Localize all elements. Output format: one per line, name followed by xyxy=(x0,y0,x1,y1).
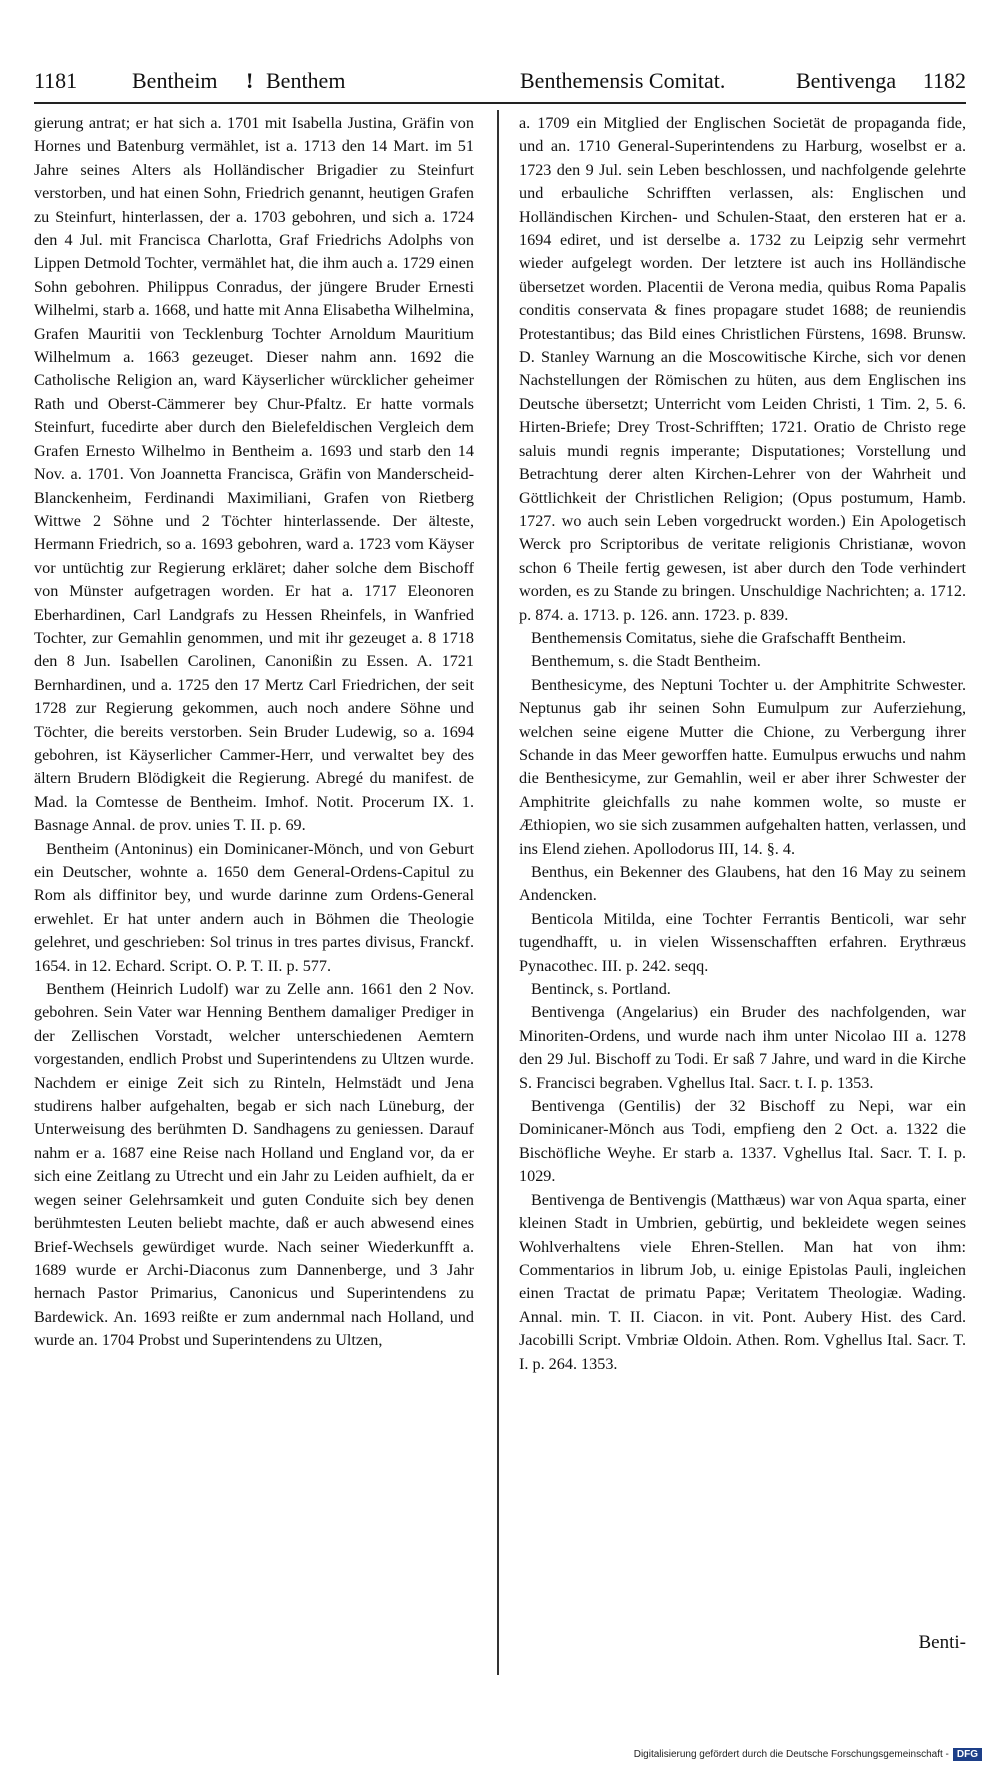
header-right-title: Benthemensis Comitat. xyxy=(520,68,726,93)
paragraph: gierung antrat; er hat sich a. 1701 mit Isabella Justina, Gräfin von Hornes und Batenburg vermählet, ist a. 1713 den 14 Mart. im 51 Jahre seines Alters als Holländischer Brigadier zu Steinfurt verstorben, und hat einen Sohn, Friedrich genannt, heutigen Grafen zu Steinfurt, hinterlassen, der a. 1703 gebohren, und sich a. 1724 den 4 Jul. mit Francisca Charlotta, Graf Friedrichs Adolphs von Lippen Detmold Tochter, vermählet hat, die ihm auch a. 1729 einen Sohn gebohren. Philippus Conradus, der jüngere Bruder Ernesti Wilhelmi, starb a. 1668, und hatte mit Anna Elisabetha Wilhelmina, Grafen Mauritii von Tecklenburg Tochter Arnoldum Mauritium Wilhelmum a. 1663 gezeuget. Dieser nahm ann. 1692 die Catholische Religion an, ward Käyserlicher würcklicher geheimer Rath und Oberst-Cämmerer bey Chur-Pfaltz. Er hatte vormals Steinfurt, fucedirte aber durch den Bielefeldischen Vergleich dem Grafen Ernesto Wilhelmo in Bentheim a. 1693 und starb den 14 Nov. a. 1701. Von Joannetta Francisca, Gräfin von Manderscheid-Blanckenheim, Ferdinandi Maximiliani, Grafen von Rietberg Wittwe 2 Söhne und 2 Töchter hinterlassende. Der älteste, Hermann Friedrich, so a. 1693 gebohren, ward a. 1723 vom Käyser vor untüchtig zur Regierung erkläret; daher solche dem Bischoff von Münster aufgetragen worden. Er hat a. 1717 Eleonoren Eberhardinen, Carl Landgrafs zu Hessen Rheinfels, in Wanfried Tochter, zur Gemahlin genommen, und mit ihr gezeuget a. 8 1718 den 8 Jun. Isabellen Carolinen, Canonißin zu Essen. A. 1721 Bernhardinen, und a. 1725 den 17 Mertz Carl Friedrichen, der seit 1728 zur Regierung gekommen, auch noch andere Söhne und Töchter, die bereits verstorben. Sein Bruder Ludewig, so a. 1694 gebohren, ist Käyserlicher Cammer-Herr, und verwaltet bey des ältern Brudern Blödigkeit die Regierung. Abregé du manifest. de Mad. la Comtesse de Bentheim. Imhof. Notit. Procerum IX. 1. Basnage Annal. de prov. unies T. II. p. 69. xyxy=(34,114,474,835)
page-number-right: 1182 xyxy=(922,68,966,93)
page-number-left: 1181 xyxy=(34,68,78,93)
entry-bentinck: Bentinck, s. Portland. xyxy=(531,980,671,999)
running-header xyxy=(34,62,966,104)
digitization-credit xyxy=(634,1748,982,1761)
entry-benthemensis-comitatus: Benthemensis Comitatus, siehe die Grafschafft Bentheim. xyxy=(531,628,907,647)
book-page xyxy=(34,62,966,1682)
entry-bentivenga-gentilis: Bentivenga (Gentilis) der 32 Bischoff zu Nepi, war ein Dominicaner-Mönch aus Todi, empfieng den 2 Oct. a. 1322 die Bischöfliche Weyhe. Er starb a. 1337. Vghellus Ital. Sacr. T. I. p. 1029. xyxy=(519,1097,966,1186)
catchword: Benti- xyxy=(918,1632,966,1653)
paragraph: a. 1709 ein Mitglied der Englischen Societät de propaganda fide, und an. 1710 General-Superintendens zu Harburg, woselbst er a. 1723 den 9 Jul. sein Leben beschlossen, und nachfolgende gelehrte und erbauliche Schrifften verlassen, als: Englischen und Holländischen Kirchen- und Schulen-Staat, den ersteren hat er a. 1694 ediret, und ist derselbe a. 1732 zu Leipzig sehr vermehrt wieder aufgelegt worden. Der letztere ist auch ins Holländische übersetzet worden. Placentii de Verona media, quibus Roma Papalis conditis conservata & fines propagare studet 1688; de reuniendis Protestantibus; das Bild eines Christlichen Fürstens, 1698. Brunsw. D. Stanley Warnung an die Moscowitische Kirche, sich vor denen Nachstellungen der Römischen zu hüten, aus dem Englischen ins Deutsche übersetzt; Unterricht vom Leiden Christi, 1 Tim. 2, 5. 6. Hirten-Briefe; Drey Trost-Schrifften; 1721. Oratio de Christo rege saluis mundi regnis imperante; Disputationes; Vorstellung und Betrachtung derer alten Kirchen-Lehrer von der Wahrheit und Göttlichkeit der Christlichen Religion; (Opus postumum, Hamb. 1727. wo auch sein Leben vorgedruckt worden.) Ein Apologetisch Werck pro Scriptoribus de veritate religionis Christianæ, wovon schon 6 Theile fertig gewesen, ist aber durch den Tode verhindert worden, es zu Stande zu bringen. Unschuldige Nachrichten; a. 1712. p. 874. a. 1713. p. 126. ann. 1723. p. 839. xyxy=(519,114,966,624)
header-left-title: Bentheim xyxy=(132,68,218,93)
entry-benthus: Benthus, ein Bekenner des Glaubens, hat den 16 May zu seinem Andencken. xyxy=(519,863,966,905)
dfg-logo: DFG xyxy=(953,1748,982,1761)
entry-bentivenga-matthaeus: Bentivenga de Bentivengis (Matthæus) war von Aqua sparta, einer kleinen Stadt in Umbrien, gebürtig, und bekleidete wegen seines Wohlverhaltens viele Ehren-Stellen. Man hat von ihm: Commentarios in librum Job, u. einige Epistolas Pauli, ingleichen einen Tractat de primatu Papæ; Veritatem Theologiæ. Wading. Annal. min. T. II. Ciacon. in vit. Pont. Aubery Hist. des Card. Jacobilli Script. Vmbriæ Oldoin. Athen. Rom. Vghellus Ital. Sacr. T. I. p. 264. 1353. xyxy=(519,1190,966,1373)
column-divider xyxy=(497,110,499,1675)
entry-benticola-mitilda: Benticola Mitilda, eine Tochter Ferrantis Benticoli, war sehr tugendhafft, u. in vielen Wissenschafften erfahren. Erythræus Pynacothec. III. p. 242. seqq. xyxy=(519,909,966,975)
header-right-title-2: Bentivenga xyxy=(796,68,897,93)
entry-benthem-heinrich-ludolf: Benthem (Heinrich Ludolf) war zu Zelle ann. 1661 den 2 Nov. gebohren. Sein Vater war Henning Benthem damaliger Prediger in der Zellischen Vorstadt, welcher unterschiedenen Aemtern vorgestanden, endlich Probst und Superintendens zu Ultzen wurde. Nachdem er einige Zeit sich zu Rinteln, Helmstädt und Jena studirens halber aufgehalten, begab er sich nach Lüneburg, der Unterweisung des berühmten D. Sandhagens zu geniessen. Darauf nahm er a. 1687 eine Reise nach Holland und England vor, da er sich eine Zeitlang zu Utrecht und ein Jahr zu Leiden aufhielt, da er wegen seiner Gelehrsamkeit und guten Conduite sich bey denen berühmtesten Leuten beliebt machte, daß er auch abwesend eines Brief-Wechsels gewürdiget wurde. Nach seiner Wiederkunfft a. 1689 wurde er Archi-Diaconus zum Dannenberge, und 3 Jahr hernach Pastor Primarius, Canonicus und Superintendens zu Bardewick. An. 1693 reißte er zum andernmal nach Holland, und wurde an. 1704 Probst und Superintendens zu Ultzen, xyxy=(34,980,474,1350)
header-mark: ! xyxy=(246,68,254,93)
entry-benthemum: Benthemum, s. die Stadt Bentheim. xyxy=(531,652,761,671)
entry-bentheim-antoninus: Bentheim (Antoninus) ein Dominicaner-Mönch, und von Geburt ein Deutscher, wohnte a. 1650 dem General-Ordens-Capitul zu Rom als diffinitor bey, und wurde darinne zum Ordens-General erwehlet. Er hat unter andern auch in Böhmen die Theologie gelehret, und geschrieben: Sol trinus in tres partes divisus, Franckf. 1654. in 12. Echard. Script. O. P. T. II. p. 577. xyxy=(34,839,474,975)
left-column xyxy=(34,112,474,1682)
entry-bentivenga-angelarius: Bentivenga (Angelarius) ein Bruder des nachfolgenden, war Minoriten-Ordens, und wurde nach ihm unter Nicolao III a. 1278 den 29 Jul. Bischoff zu Todi. Er saß 7 Jahre, und ward in die Kirche S. Francisci begraben. Vghellus Ital. Sacr. t. I. p. 1353. xyxy=(519,1003,966,1092)
entry-benthesicyme: Benthesicyme, des Neptuni Tochter u. der Amphitrite Schwester. Neptunus gab ihr seinen Sohn Eumulpum zur Auferziehung, welchen seine eigene Mutter die Chione, zu Verbergung ihrer Schande in das Meer geworffen hatte. Eumulpus erwuchs und nahm die Benthesicyme, zur Gemahlin, weil er aber ihrer Schwester der Amphitrite gleichfalls zu nahe kommen wolte, so muste er Æthiopien, wo sie sich zusammen aufgehalten hatten, verlassen, und ins Elend ziehen. Apollodorus III, 14. §. 4. xyxy=(519,675,966,858)
header-left-title-2: Benthem xyxy=(266,68,346,93)
credit-text: Digitalisierung gefördert durch die Deutsche Forschungsgemeinschaft - xyxy=(633,1749,949,1760)
right-column xyxy=(519,112,966,1682)
